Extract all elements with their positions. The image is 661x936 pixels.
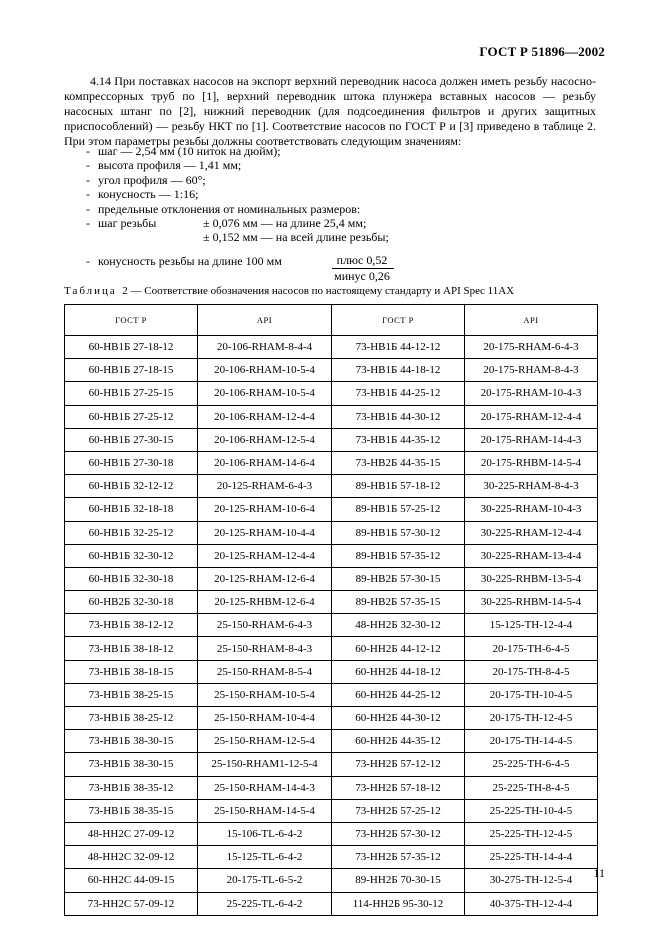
table-cell: 25-225-TH-12-4-5: [465, 822, 598, 845]
table-cell: 73-НВ1Б 38-35-15: [65, 799, 198, 822]
table-row: [65, 451, 598, 474]
table-cell: 25-225-TH-8-4-5: [465, 776, 598, 799]
pitch-label: шаг резьбы: [98, 216, 157, 230]
table-cell: 73-НВ1Б 38-25-15: [65, 683, 198, 706]
list-item: - конусность — 1:16;: [86, 187, 199, 202]
table-cell: 73-НВ1Б 38-18-12: [65, 637, 198, 660]
table-row: [65, 753, 598, 776]
table-cell: 25-225-TL-6-4-2: [198, 892, 332, 915]
table-cell: 73-НН2Б 57-25-12: [332, 799, 465, 822]
table-cell: 20-175-TH-10-4-5: [465, 683, 598, 706]
table-cell: 20-106-RHAM-12-4-4: [198, 405, 332, 428]
pitch-tolerance-2: ± 0,152 мм — на всей длине резьбы;: [203, 230, 389, 245]
table-cell: 20-175-TH-6-4-5: [465, 637, 598, 660]
page-number: 11: [593, 866, 605, 880]
table-cell: 20-175-TL-6-5-2: [198, 869, 332, 892]
table-cell: 20-106-RHAM-12-5-4: [198, 428, 332, 451]
table-cell: 89-НВ1Б 57-30-12: [332, 521, 465, 544]
table-cell: 60-НН2Б 44-30-12: [332, 707, 465, 730]
table-cell: 73-НВ1Б 38-25-12: [65, 707, 198, 730]
thread-parameters-list: [86, 144, 360, 216]
column-header: ГОСТ Р: [332, 305, 465, 336]
table-cell: 20-175-TH-14-4-5: [465, 730, 598, 753]
pitch-tolerance-1: ± 0,076 мм — на длине 25,4 мм;: [203, 216, 367, 230]
list-item: - предельные отклонения от номинальных размеров:: [86, 201, 361, 216]
table-cell: 73-НВ1Б 38-35-12: [65, 776, 198, 799]
table-cell: 25-150-RHAM-12-5-4: [198, 730, 332, 753]
table-row: [65, 521, 598, 544]
table-row: [65, 660, 598, 683]
column-header: API: [198, 305, 332, 336]
table-row: [65, 776, 598, 799]
table-row: [65, 707, 598, 730]
taper-minus: минус 0,26: [334, 269, 390, 283]
table-cell: 20-125-RHBM-12-6-4: [198, 591, 332, 614]
table-cell: 25-150-RHAM-10-5-4: [198, 683, 332, 706]
table-cell: 20-106-RHAM-10-5-4: [198, 359, 332, 382]
table-cell: 20-106-RHAM-8-4-4: [198, 336, 332, 359]
table-row: [65, 475, 598, 498]
table-cell: 60-НН2Б 44-35-12: [332, 730, 465, 753]
table-cell: 30-225-RHBM-13-5-4: [465, 567, 598, 590]
table-cell: 73-НВ2Б 44-35-15: [332, 451, 465, 474]
table-cell: 30-225-RHBM-14-5-4: [465, 591, 598, 614]
table-cell: 20-106-RHAM-10-5-4: [198, 382, 332, 405]
table-row: [65, 637, 598, 660]
table-cell: 73-НН2С 57-09-12: [65, 892, 198, 915]
table-cell: 60-НН2Б 44-25-12: [332, 683, 465, 706]
table-row: [65, 498, 598, 521]
table-cell: 25-150-RHAM-6-4-3: [198, 614, 332, 637]
table-header-row: [65, 305, 598, 336]
table-cell: 89-НВ1Б 57-18-12: [332, 475, 465, 498]
table-cell: 60-НВ2Б 32-30-18: [65, 591, 198, 614]
table-cell: 60-НВ1Б 27-30-18: [65, 451, 198, 474]
table-cell: 20-175-RHAM-14-4-3: [465, 428, 598, 451]
table-cell: 60-НВ1Б 27-30-15: [65, 428, 198, 451]
table-row: [65, 892, 598, 915]
table-cell: 20-175-TH-8-4-5: [465, 660, 598, 683]
table-cell: 20-106-RHAM-14-6-4: [198, 451, 332, 474]
table-cell: 114-НН2Б 95-30-12: [332, 892, 465, 915]
table-cell: 48-НН2С 32-09-12: [65, 846, 198, 869]
taper-tolerance-label: - конусность резьбы на длине 100 мм: [86, 254, 282, 268]
table-cell: 73-НВ1Б 44-12-12: [332, 336, 465, 359]
table-cell: 25-150-RHAM-14-5-4: [198, 799, 332, 822]
table-cell: 60-НВ1Б 27-18-15: [65, 359, 198, 382]
table-cell: 30-275-TH-12-5-4: [465, 869, 598, 892]
table-row: [65, 822, 598, 845]
table-cell: 20-125-RHAM-10-6-4: [198, 498, 332, 521]
table-cell: 89-НВ1Б 57-25-12: [332, 498, 465, 521]
table-row: [65, 846, 598, 869]
list-item: - шаг — 2,54 мм (10 ниток на дюйм);: [86, 144, 281, 158]
table-cell: 60-НВ1Б 32-30-12: [65, 544, 198, 567]
table-cell: 89-НВ2Б 57-30-15: [332, 567, 465, 590]
table-row: [65, 428, 598, 451]
table-cell: 30-225-RHAM-8-4-3: [465, 475, 598, 498]
table-cell: 60-НВ1Б 32-25-12: [65, 521, 198, 544]
table-cell: 30-225-RHAM-12-4-4: [465, 521, 598, 544]
table-cell: 60-НВ1Б 27-18-12: [65, 336, 198, 359]
table-cell: 73-НВ1Б 38-30-15: [65, 730, 198, 753]
table-cell: 48-НН2Б 32-30-12: [332, 614, 465, 637]
table-cell: 89-НН2Б 70-30-15: [332, 869, 465, 892]
table-cell: 60-НН2С 44-09-15: [65, 869, 198, 892]
table-cell: 73-НН2Б 57-12-12: [332, 753, 465, 776]
table-cell: 20-175-RHAM-10-4-3: [465, 382, 598, 405]
table-cell: 73-НН2Б 57-35-12: [332, 846, 465, 869]
table-cell: 20-125-RHAM-6-4-3: [198, 475, 332, 498]
table-cell: 60-НН2Б 44-18-12: [332, 660, 465, 683]
taper-plus: плюс 0,52: [336, 253, 388, 267]
table-row: [65, 730, 598, 753]
table-cell: 60-НВ1Б 27-25-12: [65, 405, 198, 428]
table-body: [65, 336, 598, 916]
table-row: [65, 799, 598, 822]
table-cell: 89-НВ2Б 57-35-15: [332, 591, 465, 614]
standard-header: ГОСТ Р 51896—2002: [479, 44, 605, 59]
table-cell: 15-106-TL-6-4-2: [198, 822, 332, 845]
table-cell: 48-НН2С 27-09-12: [65, 822, 198, 845]
table-cell: 20-125-RHAM-12-4-4: [198, 544, 332, 567]
table-cell: 20-175-RHAM-8-4-3: [465, 359, 598, 382]
table-cell: 15-125-TH-12-4-4: [465, 614, 598, 637]
table-cell: 73-НН2Б 57-18-12: [332, 776, 465, 799]
table-cell: 25-225-TH-10-4-5: [465, 799, 598, 822]
table-cell: 20-175-TH-12-4-5: [465, 707, 598, 730]
pitch-tolerances: - шаг резьбы ± 0,076 мм — на длине 25,4 мм; ± 0,152 мм — на всей длине резьбы;: [86, 216, 389, 245]
table-cell: 73-НН2Б 57-30-12: [332, 822, 465, 845]
table-cell: 25-150-RHAM-10-4-4: [198, 707, 332, 730]
column-header: ГОСТ Р: [65, 305, 198, 336]
table-cell: 20-125-RHAM-12-6-4: [198, 567, 332, 590]
table-cell: 73-НВ1Б 44-35-12: [332, 428, 465, 451]
table-cell: 20-175-RHBM-14-5-4: [465, 451, 598, 474]
table-cell: 25-225-TH-14-4-4: [465, 846, 598, 869]
table-row: [65, 405, 598, 428]
table-row: [65, 336, 598, 359]
table-caption: Таблица 2 — Соответствие обозначения насосов по настоящему стандарту и API Spec 11AX: [64, 285, 515, 297]
table-cell: 73-НВ1Б 38-18-15: [65, 660, 198, 683]
table-row: [65, 359, 598, 382]
table-cell: 73-НВ1Б 38-12-12: [65, 614, 198, 637]
table-cell: 30-225-RHAM-10-4-3: [465, 498, 598, 521]
table-cell: 25-225-TH-6-4-5: [465, 753, 598, 776]
table-cell: 73-НВ1Б 38-30-15: [65, 753, 198, 776]
table-cell: 73-НВ1Б 44-18-12: [332, 359, 465, 382]
table-cell: 25-150-RHAM-8-4-3: [198, 637, 332, 660]
table-row: [65, 591, 598, 614]
table-row: [65, 544, 598, 567]
table-row: [65, 382, 598, 405]
pump-designation-table: [64, 304, 598, 916]
table-cell: 20-175-RHAM-12-4-4: [465, 405, 598, 428]
table-cell: 60-НВ1Б 27-25-15: [65, 382, 198, 405]
table-row: [65, 614, 598, 637]
table-cell: 89-НВ1Б 57-35-12: [332, 544, 465, 567]
table-cell: 73-НВ1Б 44-25-12: [332, 382, 465, 405]
table-cell: 25-150-RHAM-8-5-4: [198, 660, 332, 683]
table-cell: 15-125-TL-6-4-2: [198, 846, 332, 869]
table-cell: 20-175-RHAM-6-4-3: [465, 336, 598, 359]
table-cell: 60-НВ1Б 32-30-18: [65, 567, 198, 590]
table-row: [65, 683, 598, 706]
table-cell: 30-225-RHAM-13-4-4: [465, 544, 598, 567]
table-row: [65, 869, 598, 892]
table-cell: 73-НВ1Б 44-30-12: [332, 405, 465, 428]
table-cell: 25-150-RHAM-14-4-3: [198, 776, 332, 799]
table-cell: 60-НВ1Б 32-18-18: [65, 498, 198, 521]
list-item: - высота профиля — 1,41 мм;: [86, 158, 242, 173]
table-cell: 40-375-TH-12-4-4: [465, 892, 598, 915]
list-item: - угол профиля — 60°;: [86, 172, 206, 187]
table-row: [65, 567, 598, 590]
table-cell: 20-125-RHAM-10-4-4: [198, 521, 332, 544]
column-header: API: [465, 305, 598, 336]
section-paragraph-4-14: [64, 74, 596, 149]
table-cell: 60-НН2Б 44-12-12: [332, 637, 465, 660]
table-cell: 25-150-RHAM1-12-5-4: [198, 753, 332, 776]
paragraph-text: 4.14 При поставках насосов на экспорт верхний переводник насоса должен иметь резьбу насосно-компрессорных труб по [1], верхний переводник штока плунжера вставных насосов — резьбу насосных штанг по [2], нижний переводник (для подсоединения фильтров и других защитных приспособлений) — резьбу НКТ по [1]. Соответствие насосов по ГОСТ Р и [3] приведено в таблице 2. При этом параметры резьбы должны соответствовать следующим значениям:: [64, 74, 596, 148]
taper-tolerance-fraction: [330, 254, 394, 283]
table-cell: 60-НВ1Б 32-12-12: [65, 475, 198, 498]
